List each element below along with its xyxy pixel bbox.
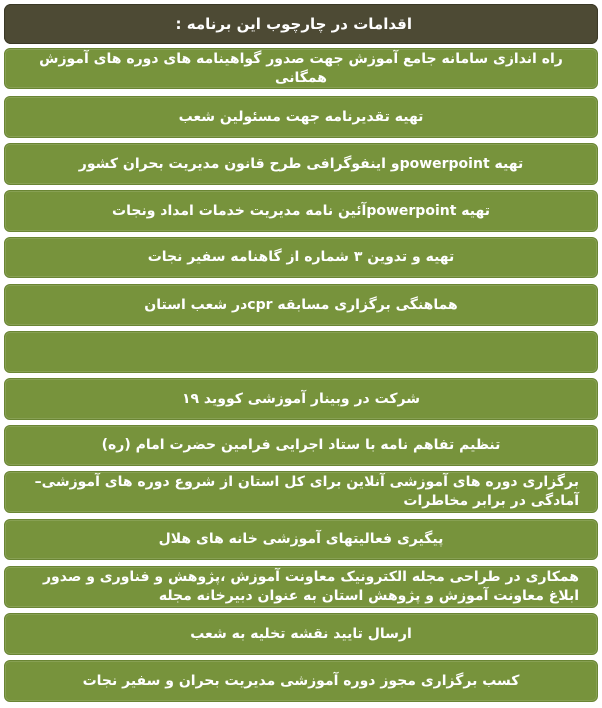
list-item	[4, 96, 598, 138]
list-header	[4, 4, 598, 44]
item-text: شرکت در وبینار آموزشی کووید ۱۹	[181, 390, 421, 407]
item-text: پیگیری فعالیتهای آموزشی خانه های هلال	[158, 531, 444, 547]
list-item	[4, 519, 598, 560]
item-text: تهیه powerpointآئین نامه مدیریت خدمات امداد ونجات	[112, 202, 490, 219]
list-item	[4, 143, 598, 185]
list-item	[4, 237, 598, 278]
list-item	[4, 48, 598, 89]
list-item	[4, 284, 598, 326]
list-item	[4, 660, 598, 702]
item-text: تهیه تقدیرنامه جهت مسئولین شعب	[178, 108, 424, 125]
item-text: تنظیم تفاهم نامه با ستاد اجرایی فرامین حضرت امام (ره)	[101, 437, 501, 453]
list-item	[4, 425, 598, 466]
item-text: برگزاری دوره های آموزشی آنلاین برای کل استان از شروع دوره های آموزشی–آمادگی در برابر مخاطرات	[34, 474, 579, 509]
item-text: ارسال تایید نقشه تخلیه به شعب	[190, 625, 412, 642]
header-title: اقدامات در چارچوب این برنامه :	[175, 15, 412, 33]
item-text: راه اندازی سامانه جامع آموزش جهت صدور گواهینامه های دوره های آموزش همگانی	[39, 50, 563, 86]
item-text: تهیه powerpointو اینفوگرافی طرح قانون مدیریت بحران کشور	[78, 155, 524, 172]
list-item-empty	[4, 331, 598, 373]
list-item	[4, 190, 598, 232]
item-text: تهیه و تدوین ۳ شماره از گاهنامه سفیر نجات	[147, 249, 455, 265]
list-item	[4, 566, 598, 608]
list-item	[4, 378, 598, 420]
list-item	[4, 471, 598, 513]
list-item	[4, 613, 598, 655]
item-text: هماهنگی برگزاری مسابقه cprدر شعب استان	[144, 296, 458, 313]
item-text: همکاری در طراحی مجله الکترونیک معاونت آموزش ،پژوهش و فناوری و صدور ابلاغ معاونت آموزش و پژوهش استان به عنوان دبیرخانه مجله	[42, 569, 579, 604]
item-text: کسب برگزاری مجوز دوره آموزشی مدیریت بحران و سفیر نجات	[82, 672, 520, 689]
